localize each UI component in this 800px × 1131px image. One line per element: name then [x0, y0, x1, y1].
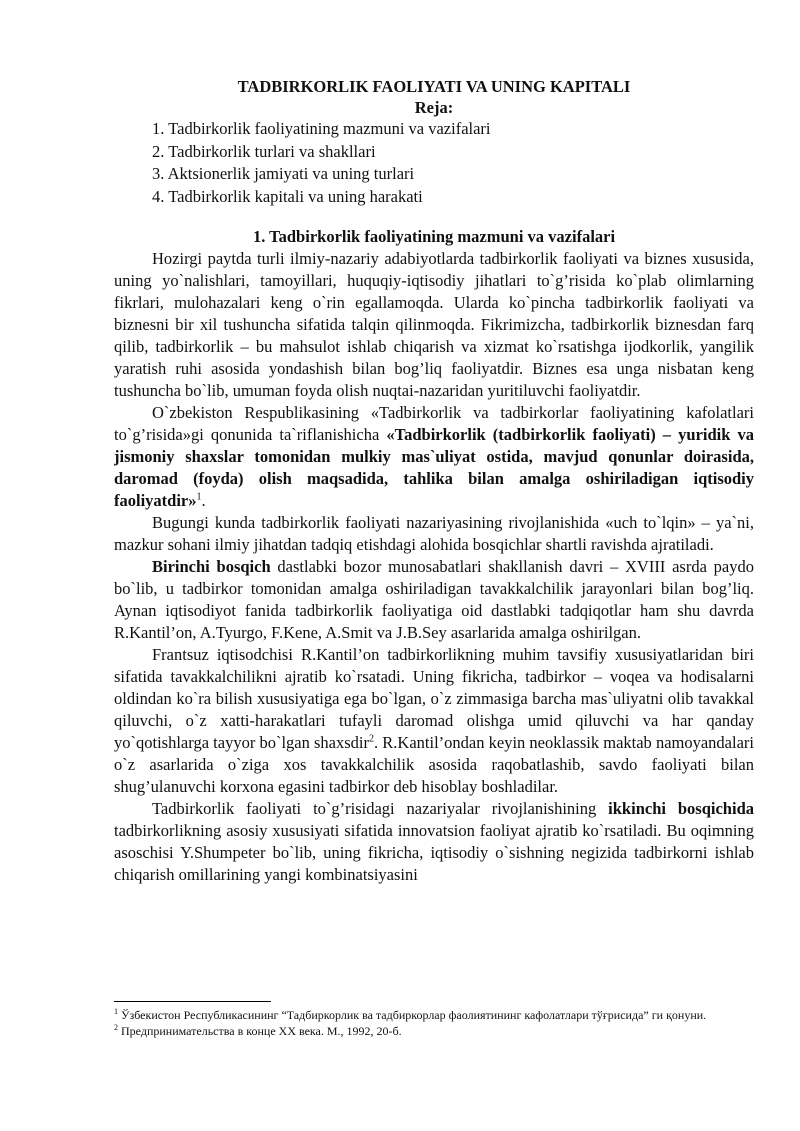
footnotes	[114, 1008, 754, 1039]
paragraph-5-text: Frantsuz iqtisodchisi R.Kantil’on tadbirkorlikning muhim tavsifiy xususiyatlaridan biri sifatida tavakkalchilikni ajratib ko`rsatadi. Uning fikricha, tadbirkor – voqea va hodisalarni oldindan ko`ra bilish xususiyatiga ega bo`lgan, o`z zimmasiga barcha mas`uliyatni olib tavakkal qiluvchi, o`z xatti-harakatlari tufayli daromad olishga umid qiluvchi va har qanday yo`qotishlarga tayyor bo`lgan shaxsdir	[114, 645, 754, 752]
paragraph-2	[114, 402, 754, 512]
plan-label: Reja:	[414, 98, 454, 117]
paragraph-2-end: .	[201, 491, 206, 510]
footnote-mark: 2	[114, 1022, 118, 1032]
paragraph-1: Hozirgi paytda turli ilmiy-nazariy adabiyotlarda tadbirkorlik faoliyati va biznes xususida, uning yo`nalishlari, tamoyillari, huquqiy-iqtisodiy jihatlari to`g’risida ko`plab olimlarning fikrlari, mulohazalari keng o`rin egallamoqda. Ularda ko`pincha tadbirkorlik faoliyati va biznesni bir xil tushuncha sifatida talqin qilinmoqda. Fikrimizcha, tadbirkorlik biznesdan farq qilib, tadbirkorlik – bu mahsulot ishlab chiqarish va xizmat ko`rsatishga ijodkorlik, yangilik yaratish ruhi asosida yondashish bilan bog’liq faoliyatdir. Biznes esa unga nisbatan keng tushuncha bo`lib, umuman foyda olish nuqtai-nazaridan yuritiluvchi faoliyatdir.	[114, 249, 754, 400]
definition-quote: «Tadbirkorlik (tadbirkorlik faoliyati) – yuridik va jismoniy shaxslar tomonidan mulkiy mas`uliyat ostida, mavjud qonunlar doirasida, daromad (foyda) olish maqsadida, tahlika bilan amalga oshiriladigan iqtisodiy faoliyatdir»	[114, 425, 754, 510]
paragraph-6-text-cont: tadbirkorlikning asosiy xususiyati sifatida innovatsion faoliyat ajratib ko`rsatiladi. Bu oqimning asoschisi Y.Shumpeter bo`lib, uning fikricha, iqtisodiy o`sishning negizida tadbirkorni ishlab chiqarish omillarining yangi kombinatsiyasini	[114, 821, 754, 884]
document-title: TADBIRKORLIK FAOLIYATI VA UNING KAPITALI	[237, 77, 631, 96]
paragraph-6-text: Tadbirkorlik faoliyati to`g’risidagi nazariyalar rivojlanishining	[152, 799, 609, 818]
plan-item: 4. Tadbirkorlik kapitali va uning harakati	[152, 186, 423, 206]
footnote-text: Ўзбекистон Республикасининг “Тадбиркорлик ва тадбиркорлар фаолиятининг кафолатлари тўғрисида” ги қонуни.	[118, 1008, 707, 1022]
paragraph-5-text-cont: . R.Kantil’ondan keyin neoklassik maktab namoyandalari o`z asarlarida o`ziga xos tavakkalchilik asosida raqobatlashib, savdo faoliyati bilan shug’ulanuvchi korxona egasini tadbirkor deb hisoblay boshladilar.	[114, 733, 754, 796]
paragraph-2-text: O`zbekiston Respublikasining «Tadbirkorlik va tadbirkorlar faoliyatining kafolatlari to`g’risida»gi qonunida ta`riflanishicha	[114, 403, 754, 444]
plan-item: 3. Aktsionerlik jamiyati va uning turlari	[152, 164, 415, 183]
footnote-1	[114, 1008, 754, 1024]
footnote-2	[114, 1024, 754, 1040]
paragraph-3: Bugungi kunda tadbirkorlik faoliyati nazariyasining rivojlanishida «uch to`lqin» – ya`ni, mazkur sohani ilmiy jihatdan tadqiq etishdagi alohida bosqichlar shartli ravishda ajratiladi.	[114, 513, 754, 554]
plan-item: 1. Tadbirkorlik faoliyatining mazmuni va vazifalari	[152, 119, 491, 138]
paragraph-4	[114, 556, 754, 644]
footnote-ref-1[interactable]: 1	[196, 491, 202, 503]
first-stage-label: Birinchi bosqich	[152, 557, 271, 576]
footnote-ref-2[interactable]: 2	[369, 733, 375, 745]
footnote-mark: 1	[114, 1007, 118, 1016]
document-page	[114, 76, 754, 886]
paragraph-6	[114, 798, 754, 886]
section-heading: 1. Tadbirkorlik faoliyatining mazmuni va vazifalari	[252, 227, 616, 246]
second-stage-label: ikkinchi bosqichida	[608, 799, 754, 818]
plan-list	[114, 118, 754, 208]
paragraph-4-text: dastlabki bozor munosabatlari shakllanish davri – XVIII asrda paydo bo`lib, u tadbirkor tomonidan amalga oshiriladigan tavakkalchilik jarayonlari bilan bog’liq. Aynan iqtisodiyot fanida tadbirkorlik faoliyatiga oid dastlabki tadqiqotlar ham shu davrda R.Kantil’on, A.Tyurgo, F.Kene, A.Smit va J.B.Sey asarlarida amalga oshirilgan.	[114, 557, 754, 642]
paragraph-5	[114, 644, 754, 798]
footnote-separator	[114, 1001, 271, 1002]
plan-item: 2. Tadbirkorlik turlari va shakllari	[152, 141, 376, 161]
footnote-text: Предпринимательства в конце XX века. М., 1992, 20-б.	[118, 1023, 402, 1038]
